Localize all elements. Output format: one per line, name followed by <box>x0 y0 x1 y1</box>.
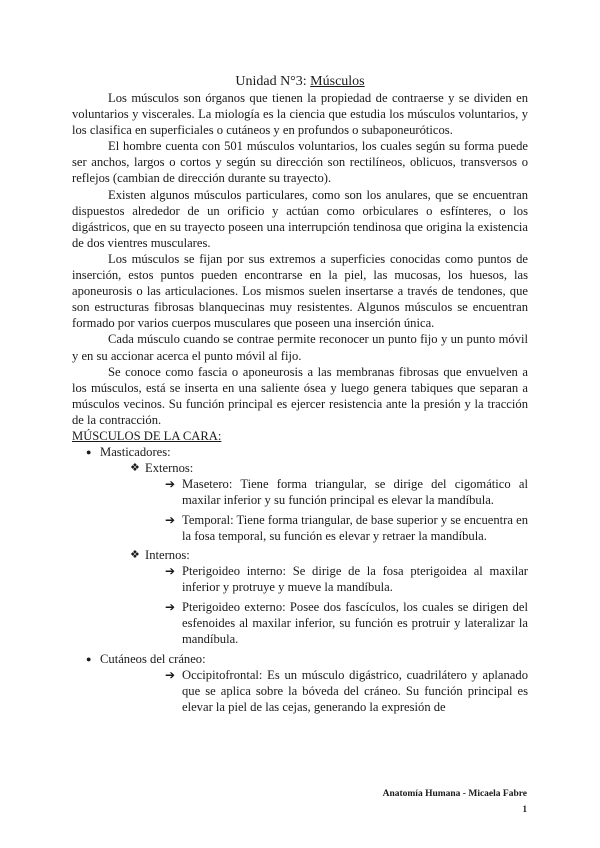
bullet-arrow-icon: ➔ <box>165 512 176 527</box>
list-item-internos: ❖ Internos: <box>130 548 190 563</box>
bullet-diamond-icon: ❖ <box>130 461 140 474</box>
list-item-occipitofrontal: ➔ Occipitofrontal: Es un músculo digástrico, cuadrilátero y aplanado que se aplica sobre la bóveda del cráneo. Su función principal es elevar la piel de las cejas, generando la expresión de <box>165 667 528 715</box>
muscle-list <box>72 444 528 716</box>
paragraph-6: Se conoce como fascia o aponeurosis a las membranas fibrosas que envuelven a los músculos, está se inserta en una saliente ósea y luego genera tabiques que separan a músculos vecinos. Su función principal es ejercer resistencia ante la presión y la tracción de la contracción. <box>72 364 528 427</box>
bullet-disc-icon: ● <box>86 446 92 457</box>
bullet-disc-icon: ● <box>86 653 92 664</box>
bullet-arrow-icon: ➔ <box>165 564 176 579</box>
list-item-masetero: ➔ Masetero: Tiene forma triangular, se dirige del cigomático al maxilar inferior y su función principal es elevar la mandíbula. <box>165 476 528 508</box>
list-item-cutaneos: ● Cutáneos del cráneo: <box>86 651 206 666</box>
paragraph-3: Existen algunos músculos particulares, como son los anulares, que se encuentran dispuestos alrededor de un orificio y actúan como orbiculares o esfínteres, o los digástricos, que en su trayecto poseen una interrupción tendinosa que origina la existencia de dos vientres musculares. <box>72 187 528 250</box>
paragraph-2: El hombre cuenta con 501 músculos voluntarios, los cuales según su forma puede ser anchos, largos o cortos y según su dirección son rectilíneos, oblicuos, transversos o reflejos (cambian de dirección durante su trayecto). <box>72 139 528 186</box>
list-item-externos: ❖ Externos: <box>130 460 194 475</box>
list-item-pterigoideo-interno: ➔ Pterigoideo interno: Se dirige de la fosa pterigoidea al maxilar inferior y protruye y mueve la mandíbula. <box>165 564 528 595</box>
paragraph-4: Los músculos se fijan por sus extremos a superficies conocidas como puntos de inserción, estos puntos pueden encontrarse en la piel, las mucosas, los huesos, las aponeurosis o las articulaciones. Los mismos suelen insertarse a través de tendones, que son estructuras fibrosas blanquecinas muy resistentes. Algunos músculos se encuentran formado por varios cuerpos musculares que poseen una inserción única. <box>72 251 528 331</box>
paragraph-1: Los músculos son órganos que tienen la propiedad de contraerse y se dividen en voluntarios y viscerales. La miología es la ciencia que estudia los músculos voluntarios, y los clasifica en superficiales o cutáneos y en profundos o subaponeuróticos. <box>72 91 528 138</box>
bullet-arrow-icon: ➔ <box>165 599 176 614</box>
title-underlined: Músculos <box>310 74 365 89</box>
footer-author: Anatomía Humana - Micaela Fabre <box>382 789 527 799</box>
page-title <box>72 73 528 90</box>
list-item-masticadores: ● Masticadores: <box>86 444 171 459</box>
document-body <box>72 73 528 719</box>
section-heading: MÚSCULOS DE LA CARA: <box>72 428 222 443</box>
page-number: 1 <box>522 804 527 814</box>
list-item-temporal: ➔ Temporal: Tiene forma triangular, de base superior y se encuentra en la fosa temporal, su función es elevar y retraer la mandíbula. <box>165 512 528 543</box>
title-prefix: Unidad N°3: <box>235 74 311 89</box>
bullet-arrow-icon: ➔ <box>165 667 176 682</box>
paragraph-5: Cada músculo cuando se contrae permite reconocer un punto fijo y un punto móvil y en su accionar acerca el punto móvil al fijo. <box>72 332 528 363</box>
bullet-arrow-icon: ➔ <box>165 476 176 491</box>
bullet-diamond-icon: ❖ <box>130 549 140 562</box>
list-item-pterigoideo-externo: ➔ Pterigoideo externo: Posee dos fascículos, los cuales se dirigen del esfenoides al maxilar inferior, su función es protruir y lateralizar la mandíbula. <box>165 599 528 647</box>
